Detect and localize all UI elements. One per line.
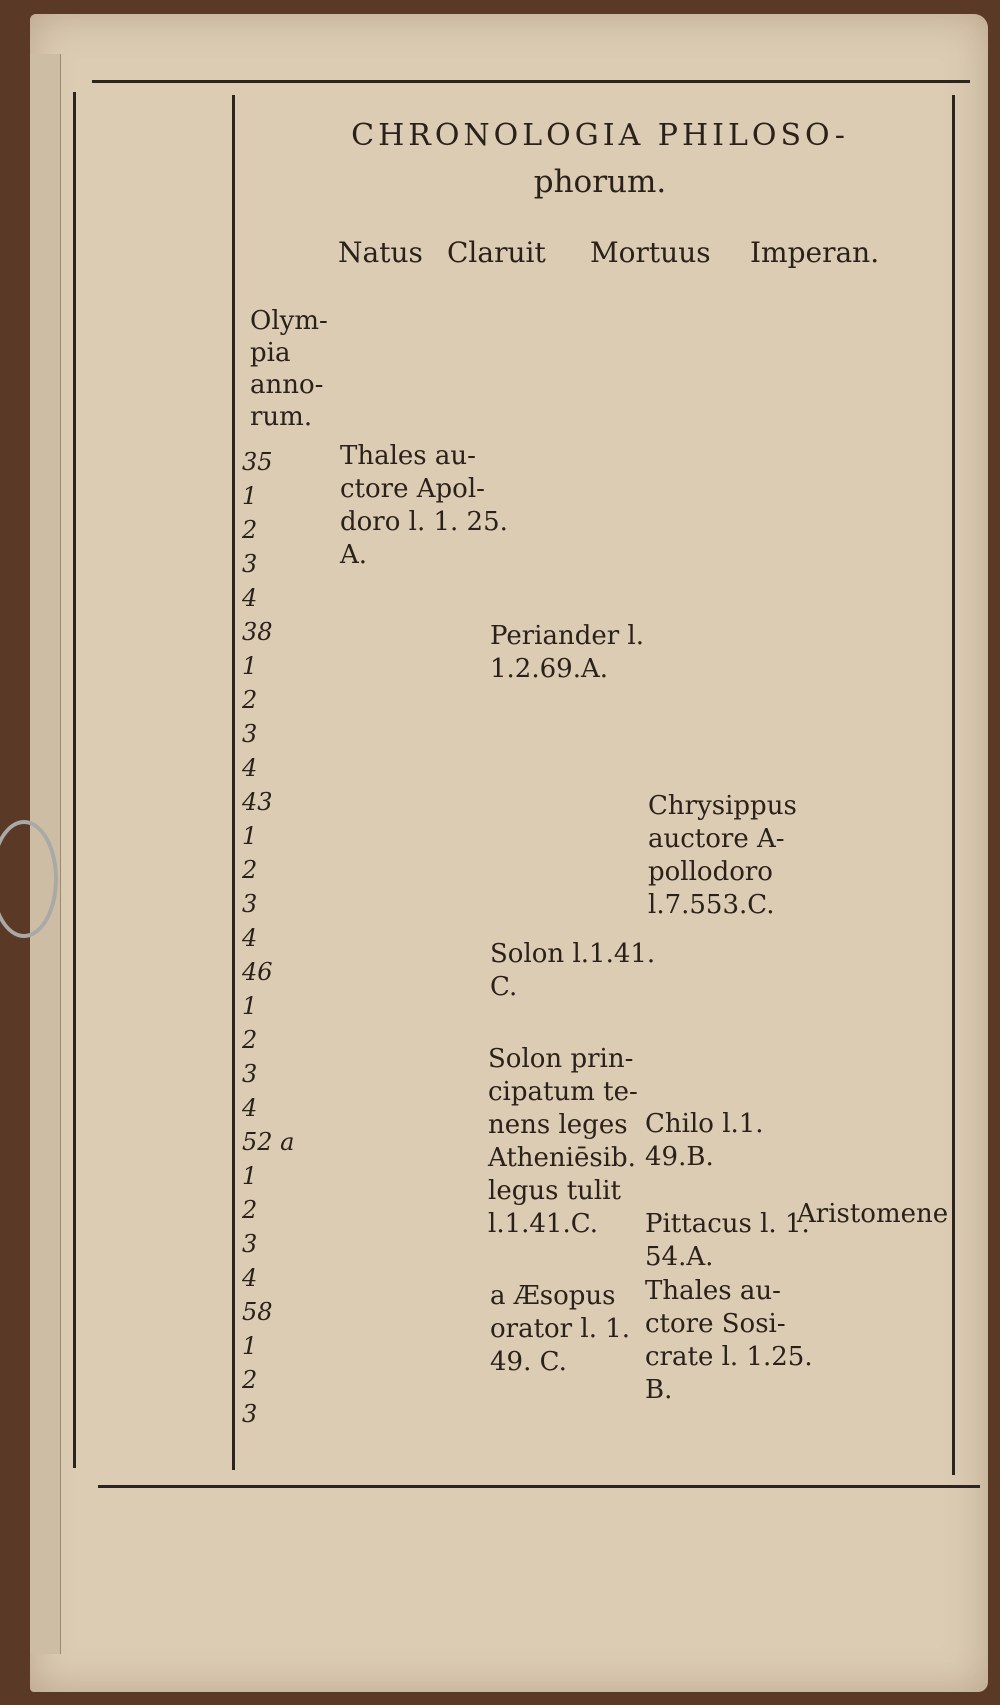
entry-thales-apollodoro [340,440,508,572]
entry-line: 49.B. [645,1142,714,1172]
entry-chilo [645,1108,764,1174]
olympiad-number: 4 [242,1264,258,1292]
olympiad-number: 3 [242,550,258,578]
olympiad-number: 1 [242,1162,258,1190]
entry-solon-2 [488,1043,638,1241]
entry-pittacus [645,1208,810,1274]
entry-line: Thales au- [340,441,476,471]
olympiad-label-line: anno- [250,370,324,400]
olympiad-number: 35 [242,448,273,476]
entry-line: Solon prin- [488,1044,634,1074]
entry-line: Thales au- [645,1276,781,1306]
entry-line: Chilo l.1. [645,1109,764,1139]
entry-line: Pittacus l. 1. [645,1209,810,1239]
olympiad-number: 3 [242,720,258,748]
olympiad-number: 2 [242,686,258,714]
page-title: CHRONOLOGIA PHILOSO- [351,118,849,153]
olympiad-number: 2 [242,1196,258,1224]
olympiad-number: 2 [242,856,258,884]
entry-line: a Æsopus [490,1281,616,1311]
olympiad-number: 46 [242,958,273,986]
entry-line: B. [645,1375,673,1405]
left-rule [73,92,76,1468]
olympiad-number: 2 [242,516,258,544]
page-title-continuation: phorum. [533,164,667,200]
olympiad-number: 2 [242,1366,258,1394]
column-mortuus: Mortuus [590,236,711,269]
olympiad-number: 4 [242,1094,258,1122]
olympiad-number: 1 [242,1332,258,1360]
entry-aesopus [490,1280,630,1379]
olympiad-label-line: pia [250,338,291,368]
olympiad-label-line: Olym- [250,306,328,336]
olympiad-number: 3 [242,1060,258,1088]
entry-line: A. [340,540,368,570]
entry-line: l.7.553.C. [648,890,775,920]
bottom-rule [98,1485,980,1488]
entry-line: 1.2.69.A. [490,654,609,684]
entry-line: ctore Sosi- [645,1309,786,1339]
entry-line: cipatum te- [488,1077,638,1107]
top-rule [92,80,970,83]
entry-aristomene [797,1198,948,1231]
right-rule [952,95,955,1475]
entry-line: auctore A- [648,824,785,854]
olympiad-number: 1 [242,482,258,510]
olympiad-number: 3 [242,1230,258,1258]
entry-line: 54.A. [645,1242,714,1272]
entry-chrysippus [648,790,797,922]
entry-line: Periander l. [490,621,645,651]
olympiad-number: 43 [242,788,273,816]
entry-thales-sosicrate [645,1275,813,1407]
column-claruit: Claruit [447,236,546,269]
entry-line: nens leges [488,1110,628,1140]
entry-line: legus tulit [488,1176,621,1206]
olympiad-number: 1 [242,822,258,850]
entry-line: Aristomene [797,1199,949,1229]
entry-line: Atheniēsib. [488,1143,636,1173]
olympiad-number: 1 [242,992,258,1020]
entry-line: doro l. 1. 25. [340,507,508,537]
olympiad-label-line: rum. [250,402,313,432]
olympiad-number: 52 a [242,1128,295,1156]
olympiad-number: 1 [242,652,258,680]
entry-line: ctore Apol- [340,474,485,504]
entry-line: 49. C. [490,1347,567,1377]
column-natus: Natus [338,236,423,269]
entry-line: C. [490,972,518,1002]
olympiad-number: 2 [242,1026,258,1054]
olympiad-number: 38 [242,618,273,646]
entry-line: orator l. 1. [490,1314,631,1344]
olympiad-number: 4 [242,924,258,952]
entry-line: pollodoro [648,857,773,887]
olympiad-number: 4 [242,754,258,782]
entry-solon-1 [490,938,655,1004]
entry-line: crate l. 1.25. [645,1342,813,1372]
entry-line: l.1.41.C. [488,1209,598,1239]
olympiad-number: 3 [242,890,258,918]
column-imperan: Imperan. [750,236,880,269]
entry-line: Chrysippus [648,791,797,821]
olympiad-label [250,305,338,433]
olympiad-number: 58 [242,1298,273,1326]
entry-line: Solon l.1.41. [490,939,656,969]
olympiad-number: 3 [242,1400,258,1428]
olympiad-number: 4 [242,584,258,612]
inner-left-rule [232,95,235,1470]
entry-periander [490,620,644,686]
